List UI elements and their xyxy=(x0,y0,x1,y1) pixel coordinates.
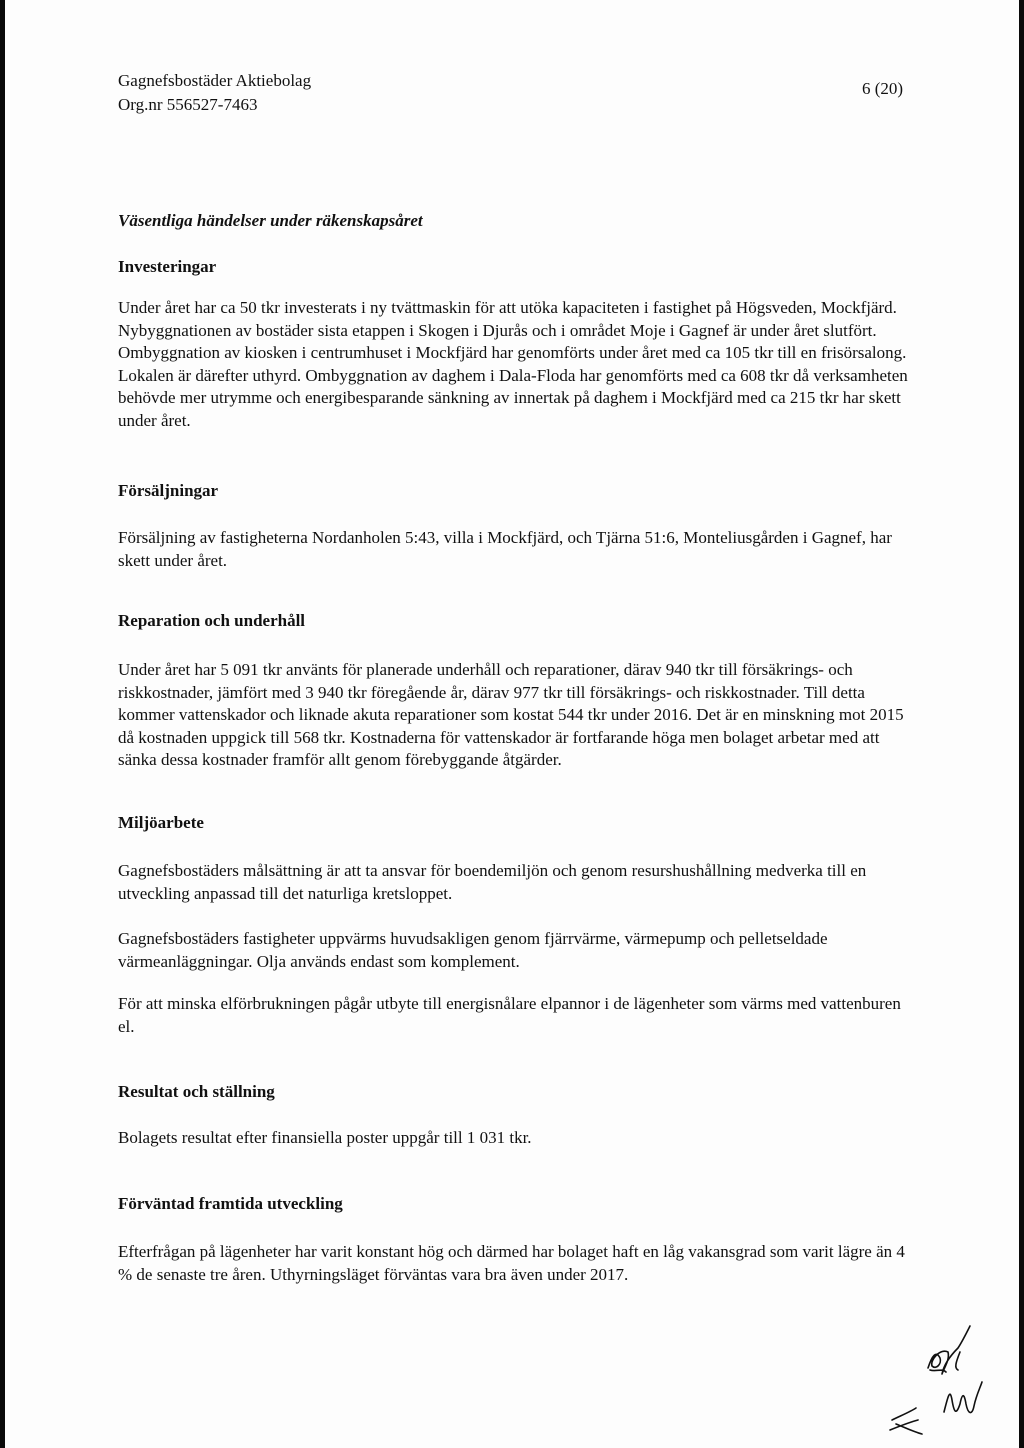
paragraph-resultat: Bolagets resultat efter finansiella poster uppgår till 1 031 tkr. xyxy=(118,1128,532,1147)
paragraph-miljoarbete-2: Gagnefsbostäders fastigheter uppvärms huvudsakligen genom fjärrvärme, värmepump och pelletseldade värmeanläggningar. Olja används endast som komplement. xyxy=(118,929,828,971)
signature-icon xyxy=(870,1308,990,1438)
paragraph-investeringar: Under året har ca 50 tkr investerats i ny tvättmaskin för att utöka kapaciteten i fastighet på Högsveden, Mockfjärd. Nybyggnationen av bostäder sista etappen i Skogen i Djurås och i området Moje i Gagnef är under året slutfört. Ombyggnation av kiosken i centrumhuset i Mockfjärd har genomförts under året med ca 105 tkr till en frisörsalong. Lokalen är därefter uthyrd. Ombyggnation av daghem i Dala-Floda har genomförts med ca 608 tkr då verksamheten behövde mer utrymme och energibesparande sänkning av innertak på daghem i Mockfjärd med ca 215 tkr har skett under året. xyxy=(118,298,908,430)
heading-miljoarbete: Miljöarbete xyxy=(118,813,204,832)
scan-edge-left xyxy=(0,0,5,1448)
paragraph-miljoarbete-3: För att minska elförbrukningen pågår utbyte till energisnålare elpannor i de lägenheter som värms med vattenburen el. xyxy=(118,994,901,1036)
organization-number: Org.nr 556527-7463 xyxy=(118,95,258,114)
heading-reparation: Reparation och underhåll xyxy=(118,611,306,630)
paragraph-forsaljningar: Försäljning av fastigheterna Nordanholen 5:43, villa i Mockfjärd, och Tjärna 51:6, Monteliusgården i Gagnef, har skett under året. xyxy=(118,528,892,570)
paragraph-miljoarbete-1: Gagnefsbostäders målsättning är att ta ansvar för boendemiljön och genom resurshushållning medverka till en utveckling anpassad till det naturliga kretsloppet. xyxy=(118,861,867,903)
section-title: Väsentliga händelser under räkenskapsåret xyxy=(118,211,423,230)
paragraph-framtida: Efterfrågan på lägenheter har varit konstant hög och därmed har bolaget haft en låg vakansgrad som varit lägre än 4 % de senaste tre åren. Uthyrningsläget förväntas vara bra även under 2017. xyxy=(118,1242,905,1284)
heading-framtida: Förväntad framtida utveckling xyxy=(118,1194,343,1213)
heading-resultat: Resultat och ställning xyxy=(118,1082,275,1101)
heading-investeringar: Investeringar xyxy=(118,257,217,276)
scan-edge-right xyxy=(1019,0,1024,1448)
heading-forsaljningar: Försäljningar xyxy=(118,481,219,500)
company-name: Gagnefsbostäder Aktiebolag xyxy=(118,71,312,90)
paragraph-reparation: Under året har 5 091 tkr använts för planerade underhåll och reparationer, därav 940 tkr till försäkrings- och riskkostnader, jämfört med 3 940 tkr föregående år, därav 977 tkr till försäkrings- och riskkostnader. Till detta kommer vattenskador och liknade akuta reparationer som kostat 544 tkr under 2016. Det är en minskning mot 2015 då kostnaden uppgick till 568 tkr. Kostnaderna för vattenskador är fortfarande höga men bolaget arbetar med att sänka dessa kostnader framför allt genom förebyggande åtgärder. xyxy=(118,660,904,770)
page-number: 6 (20) xyxy=(862,79,904,98)
